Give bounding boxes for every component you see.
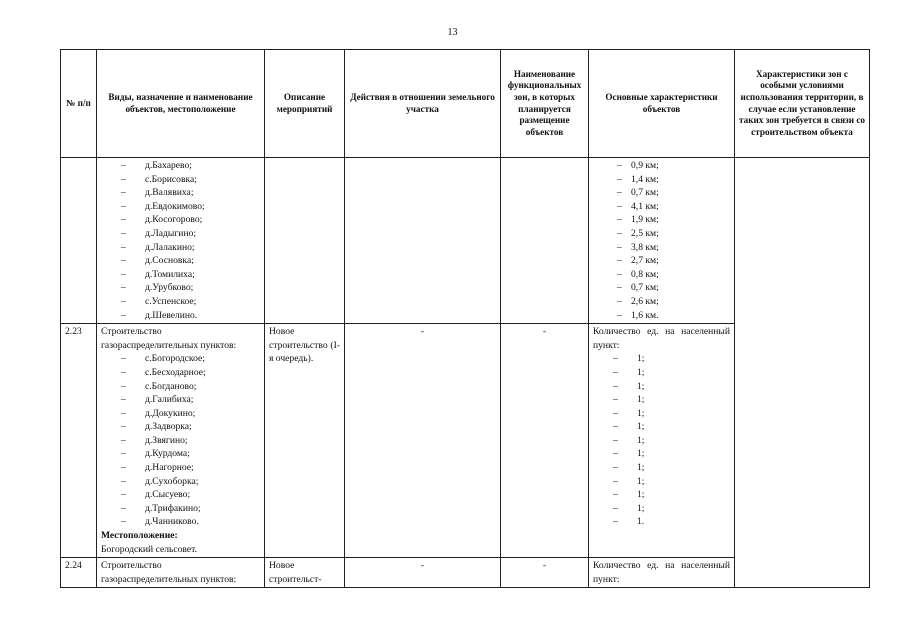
cell-object: Строительство газораспределительных пунктов: xyxy=(97,558,265,588)
list-item: – с.Богданово; xyxy=(101,380,260,394)
header-row xyxy=(61,50,870,158)
cell-num: 2.23 xyxy=(61,324,97,558)
cell-num xyxy=(61,158,97,324)
header-zones: Наименование функциональных зон, в которых планируется размещение объектов xyxy=(501,50,589,158)
list-item: – 1; xyxy=(593,366,730,380)
list-item: – д.Докукино; xyxy=(101,407,260,421)
list-item: – 1; xyxy=(593,461,730,475)
header-object: Виды, назначение и наименование объектов, местоположение xyxy=(97,50,265,158)
cell-land-action: - xyxy=(345,324,501,558)
cell-activity: Новое строительст- xyxy=(265,558,345,588)
cell-zones: - xyxy=(501,558,589,588)
list-item: – 1; xyxy=(593,447,730,461)
location-label: Местоположение: xyxy=(101,530,178,542)
list-item: – д.Томилиха; xyxy=(101,268,260,282)
list-item: – 3,8 км; xyxy=(593,241,730,255)
list-item: – с.Успенское; xyxy=(101,295,260,309)
list-item: – д.Валявиха; xyxy=(101,186,260,200)
list-item: – с.Борисовка; xyxy=(101,173,260,187)
table-row-continuation xyxy=(61,158,870,324)
header-special-zones: Характеристики зон с особыми условиями использования территории, в случае если установление таких зон требуется в связи со строительством объекта xyxy=(735,50,870,158)
list-item: – д.Курдома; xyxy=(101,447,260,461)
header-activity: Описание мероприятий xyxy=(265,50,345,158)
list-item: – с.Бесходарное; xyxy=(101,366,260,380)
list-item: – д.Лалакино; xyxy=(101,241,260,255)
list-item: – д.Евдокимово; xyxy=(101,200,260,214)
list-item: – д.Сысуево; xyxy=(101,488,260,502)
list-item: – 0,7 км; xyxy=(593,186,730,200)
list-item: – д.Бахарево; xyxy=(101,159,260,173)
cell-object xyxy=(97,158,265,324)
page-number: 13 xyxy=(447,27,458,38)
list-item: – 0,9 км; xyxy=(593,159,730,173)
list-item: – 1; xyxy=(593,393,730,407)
list-item: – д.Сухоборка; xyxy=(101,475,260,489)
location-value: Богородский сельсовет. xyxy=(101,543,198,555)
list-item: – д.Косогорово; xyxy=(101,213,260,227)
list-item: – д.Нагорное; xyxy=(101,461,260,475)
cell-land-action xyxy=(345,158,501,324)
list-item: – д.Сосновка; xyxy=(101,254,260,268)
list-item: – д.Чанниково. xyxy=(101,515,260,529)
village-list xyxy=(101,352,260,529)
char-title: Количество ед. на населенный пункт: xyxy=(593,326,730,351)
list-item: – 2,5 км; xyxy=(593,227,730,241)
village-list xyxy=(101,159,260,322)
header-num: № п/п xyxy=(61,50,97,158)
list-item: – 4,1 км; xyxy=(593,200,730,214)
header-characteristics: Основные характеристики объектов xyxy=(589,50,735,158)
list-item: – 1; xyxy=(593,352,730,366)
cell-characteristics xyxy=(589,324,735,558)
list-item: – 1; xyxy=(593,502,730,516)
list-item: – 1; xyxy=(593,380,730,394)
list-item: – 0,7 км; xyxy=(593,281,730,295)
list-item: – 1; xyxy=(593,434,730,448)
cell-activity: Новое строительство (I-я очередь). xyxy=(265,324,345,558)
list-item: – д.Урубково; xyxy=(101,281,260,295)
objects-table xyxy=(60,49,870,588)
object-title: Строительство газораспределительных пунктов: xyxy=(101,326,237,351)
list-item: – 1; xyxy=(593,407,730,421)
list-item: – 2,7 км; xyxy=(593,254,730,268)
cell-num: 2.24 xyxy=(61,558,97,588)
list-item: – д.Задворка; xyxy=(101,420,260,434)
list-item: – 1. xyxy=(593,515,730,529)
list-item: – с.Богородское; xyxy=(101,352,260,366)
cell-special-zones xyxy=(735,158,870,588)
count-list xyxy=(593,352,730,529)
cell-activity xyxy=(265,158,345,324)
list-item: – д.Звягино; xyxy=(101,434,260,448)
list-item: – 1; xyxy=(593,475,730,489)
list-item: – д.Галибиха; xyxy=(101,393,260,407)
cell-zones xyxy=(501,158,589,324)
list-item: – д.Трифакино; xyxy=(101,502,260,516)
list-item: – 1,4 км; xyxy=(593,173,730,187)
list-item: – 1,6 км. xyxy=(593,309,730,323)
cell-zones: - xyxy=(501,324,589,558)
list-item: – 0,8 км; xyxy=(593,268,730,282)
list-item: – 1; xyxy=(593,488,730,502)
list-item: – 2,6 км; xyxy=(593,295,730,309)
cell-characteristics: Количество ед. на населенный пункт: xyxy=(589,558,735,588)
cell-land-action: - xyxy=(345,558,501,588)
length-list xyxy=(593,159,730,322)
list-item: – 1; xyxy=(593,420,730,434)
header-land-action: Действия в отношении земельного участка xyxy=(345,50,501,158)
cell-object xyxy=(97,324,265,558)
list-item: – 1,9 км; xyxy=(593,213,730,227)
cell-characteristics xyxy=(589,158,735,324)
list-item: – д.Шевелино. xyxy=(101,309,260,323)
list-item: – д.Ладыгино; xyxy=(101,227,260,241)
